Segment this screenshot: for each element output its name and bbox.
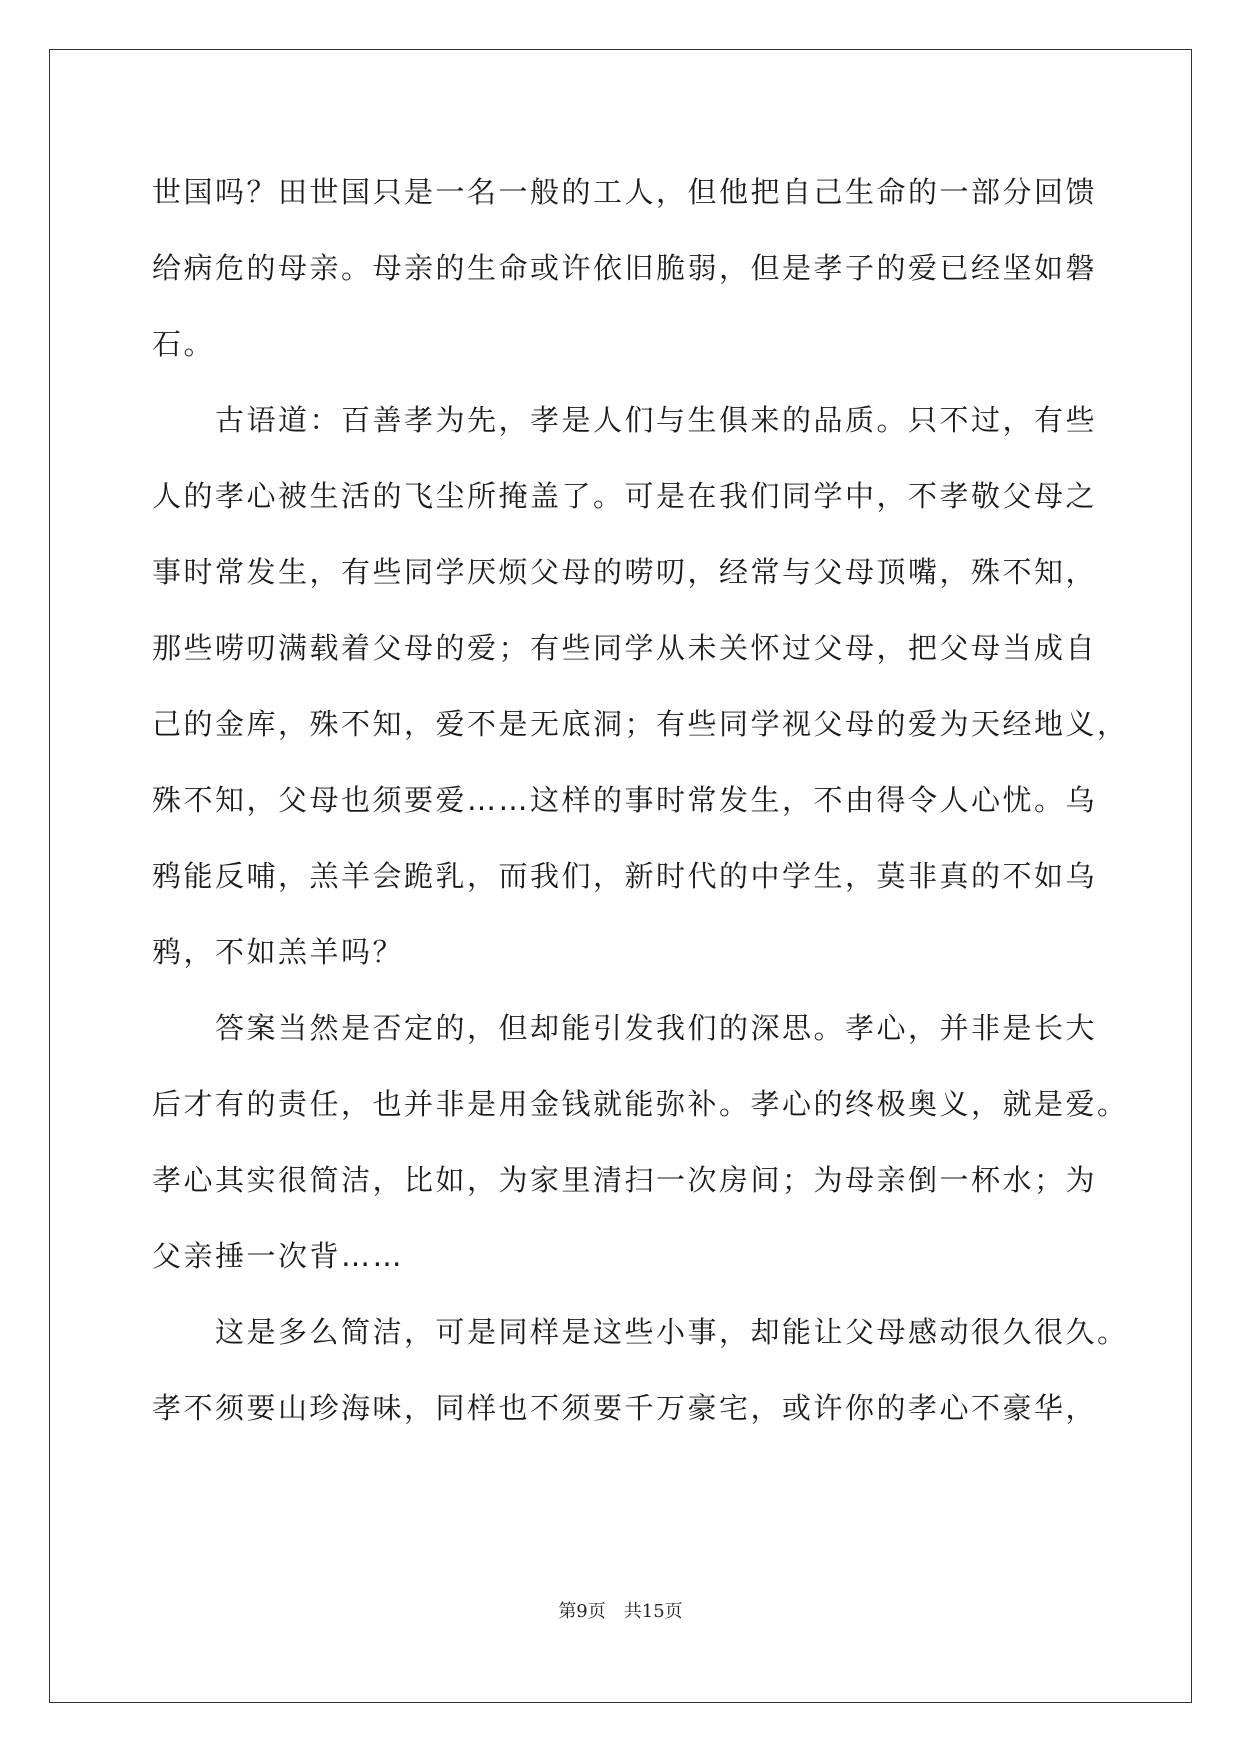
body-text-line: 己的金库，殊不知，爱不是无底洞；有些同学视父母的爱为天经地义， [152,707,1129,741]
body-text-line: 鸦，不如羔羊吗？ [152,935,405,969]
body-text-line: 石。 [152,327,216,361]
body-text-line: 殊不知，父母也须要爱……这样的事时常发生，不由得令人心忧。乌 [152,783,1098,817]
body-text-line: 答案当然是否定的，但却能引发我们的深思。孝心，并非是长大 [152,1011,1098,1045]
page-footer [0,1600,1241,1624]
body-text-line: 这是多么简洁，可是同样是这些小事，却能让父母感动很久很久。 [152,1315,1129,1349]
body-text-line: 那些唠叨满载着父母的爱；有些同学从未关怀过父母，把父母当成自 [152,631,1098,665]
body-text-line: 鸦能反哺，羔羊会跪乳，而我们，新时代的中学生，莫非真的不如乌 [152,859,1098,893]
page-total: 共15页 [623,1601,683,1622]
body-text-line: 世国吗？田世国只是一名一般的工人，但他把自己生命的一部分回馈 [152,175,1098,209]
body-text-line: 孝不须要山珍海味，同样也不须要千万豪宅，或许你的孝心不豪华， [152,1391,1098,1425]
body-text-line: 给病危的母亲。母亲的生命或许依旧脆弱，但是孝子的爱已经坚如磐 [152,251,1098,285]
body-text-line: 后才有的责任，也并非是用金钱就能弥补。孝心的终极奥义，就是爱。 [152,1087,1129,1121]
body-text-line: 人的孝心被生活的飞尘所掩盖了。可是在我们同学中，不孝敬父母之 [152,479,1098,513]
body-text-line: 父亲捶一次背…… [152,1239,405,1273]
body-text-line: 孝心其实很简洁，比如，为家里清扫一次房间；为母亲倒一杯水；为 [152,1163,1098,1197]
body-text-line: 事时常发生，有些同学厌烦父母的唠叨，经常与父母顶嘴，殊不知， [152,555,1098,589]
page-number: 第9页 [558,1601,606,1622]
body-text-line: 古语道：百善孝为先，孝是人们与生俱来的品质。只不过，有些 [152,403,1098,437]
